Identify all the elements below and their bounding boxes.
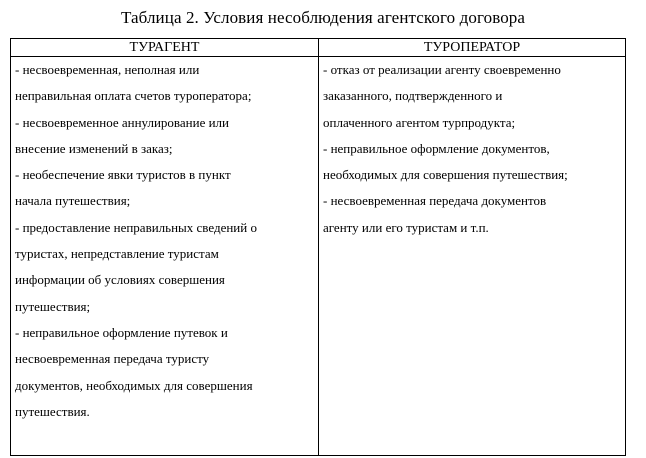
operator-conditions-cell <box>319 57 626 456</box>
column-header-operator: ТУРОПЕРАТОР <box>319 39 626 57</box>
operator-line: - несвоевременная передача документов <box>323 193 547 209</box>
table-header-row <box>11 39 626 57</box>
agent-line: - необеспечение явки туристов в пункт <box>15 167 231 183</box>
agent-line: неправильная оплата счетов туроператора; <box>15 88 252 104</box>
agent-line: путешествия. <box>15 403 90 419</box>
agent-line: - несвоевременная, неполная или <box>15 62 200 77</box>
operator-line: оплаченного агентом турпродукта; <box>323 114 516 130</box>
operator-line: - отказ от реализации агенту своевременно <box>323 62 561 77</box>
agent-line: информации об условиях совершения <box>15 272 225 288</box>
agent-line: внесение изменений в заказ; <box>15 140 173 156</box>
operator-line: агенту или его туристам и т.п. <box>323 219 489 235</box>
operator-line: заказанного, подтвержденного и <box>323 88 503 104</box>
agent-line: документов, необходимых для совершения <box>15 377 253 393</box>
agent-conditions-cell <box>11 57 319 456</box>
agreement-violations-table <box>10 38 626 456</box>
column-header-agent: ТУРАГЕНТ <box>11 39 319 57</box>
agent-line: туристах, непредставление туристам <box>15 246 219 262</box>
table-caption: Таблица 2. Условия несоблюдения агентского договора <box>120 8 526 27</box>
table-row <box>11 57 626 456</box>
agent-line: несвоевременная передача туристу <box>15 351 210 367</box>
agent-line: - предоставление неправильных сведений о <box>15 219 257 235</box>
agent-line: - неправильное оформление путевок и <box>15 324 228 340</box>
agent-line: начала путешествия; <box>15 193 131 209</box>
agent-line: путешествия; <box>15 298 91 314</box>
operator-line: - неправильное оформление документов, <box>323 140 550 156</box>
agent-line: - несвоевременное аннулирование или <box>15 114 230 130</box>
operator-line: необходимых для совершения путешествия; <box>323 167 568 183</box>
